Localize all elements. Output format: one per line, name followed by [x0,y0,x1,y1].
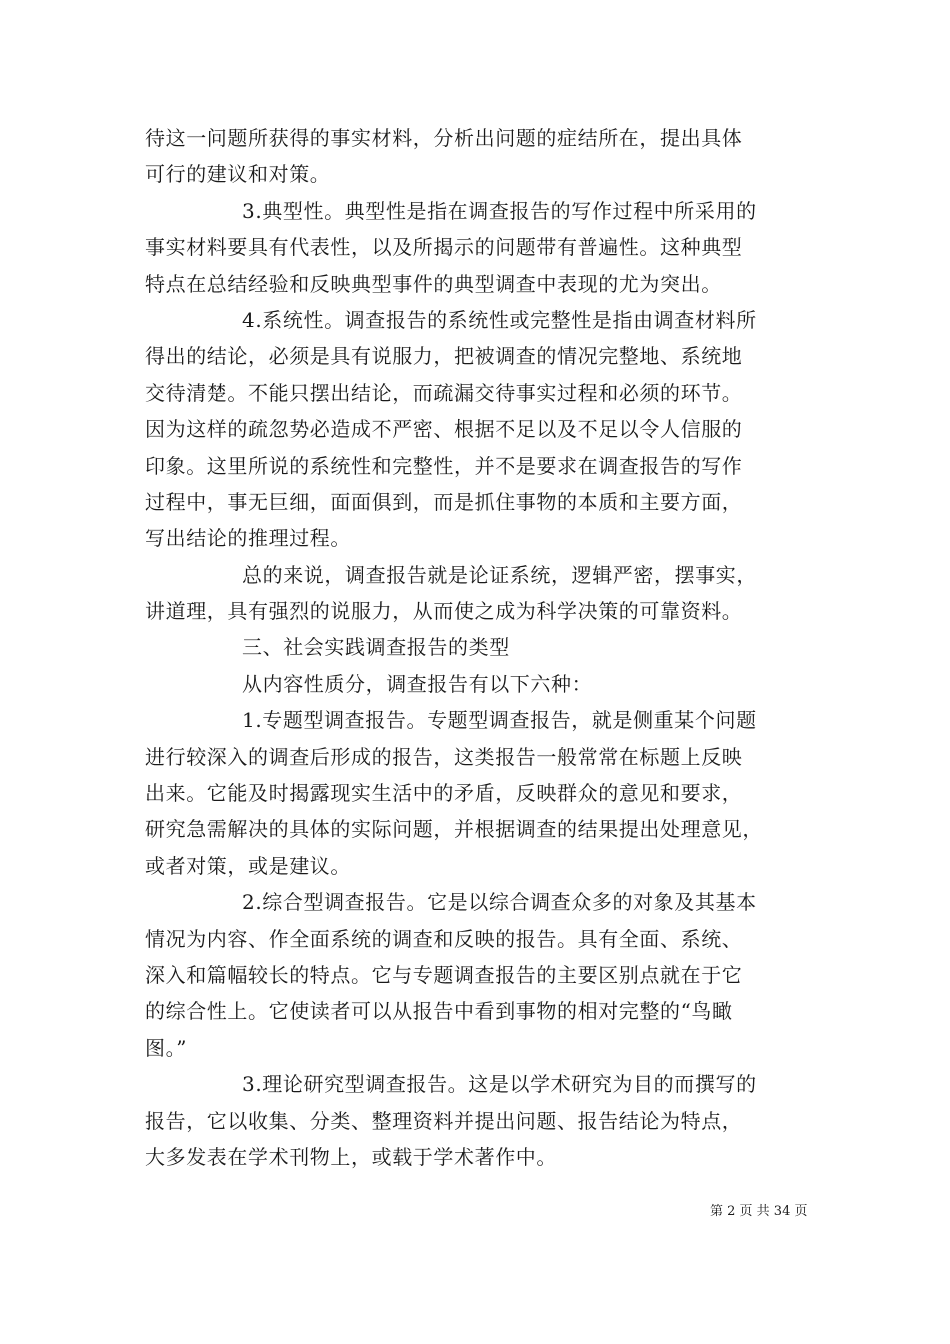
text-line: 印象。这里所说的系统性和完整性，并不是要求在调查报告的写作 [145,453,743,478]
text-line: 事实材料要具有代表性，以及所揭示的问题带有普遍性。这种典型 [145,235,743,260]
text-line: 图。” [145,1035,188,1060]
text-line: 或者对策，或是建议。 [145,853,351,878]
text-line: 报告，它以收集、分类、整理资料并提出问题、报告结论为特点， [145,1108,743,1133]
text-line: 深入和篇幅较长的特点。它与专题调查报告的主要区别点就在于它 [145,962,743,987]
text-line: 写出结论的推理过程。 [145,526,351,551]
text-line: 情况为内容、作全面系统的调查和反映的报告。具有全面、系统、 [145,926,743,951]
text-line: 2.综合型调查报告。它是以综合调查众多的对象及其基本 [242,890,757,915]
text-line: 交待清楚。不能只摆出结论，而疏漏交待事实过程和必须的环节。 [145,380,743,405]
text-line: 3.典型性。典型性是指在调查报告的写作过程中所采用的 [242,198,757,223]
text-line: 1.专题型调查报告。专题型调查报告，就是侧重某个问题 [242,708,757,733]
text-line: 因为这样的疏忽势必造成不严密、根据不足以及不足以令人信服的 [145,417,743,442]
text-line: 出来。它能及时揭露现实生活中的矛盾，反映群众的意见和要求， [145,781,743,806]
text-line: 总的来说，调查报告就是论证系统，逻辑严密，摆事实， [242,562,757,587]
text-line: 研究急需解决的具体的实际问题，并根据调查的结果提出处理意见， [145,817,763,842]
section-heading: 三、社会实践调查报告的类型 [242,635,510,660]
text-line: 的综合性上。它使读者可以从报告中看到事物的相对完整的“鸟瞰 [145,999,733,1024]
text-line: 3.理论研究型调查报告。这是以学术研究为目的而撰写的 [242,1072,757,1097]
text-line: 讲道理，具有强烈的说服力，从而使之成为科学决策的可靠资料。 [145,599,743,624]
text-line: 从内容性质分，调查报告有以下六种： [242,671,593,696]
text-line: 特点在总结经验和反映典型事件的典型调查中表现的尤为突出。 [145,271,722,296]
page-number-footer: 第 2 页 共 34 页 [710,1204,808,1219]
text-line: 可行的建议和对策。 [145,162,331,187]
body-text [145,120,820,1175]
text-line: 待这一问题所获得的事实材料，分析出问题的症结所在，提出具体 [145,126,743,150]
text-line: 进行较深入的调查后形成的报告，这类报告一般常常在标题上反映 [145,744,743,769]
text-line: 得出的结论，必须是具有说服力，把被调查的情况完整地、系统地 [145,344,743,369]
text-line: 4.系统性。调查报告的系统性或完整性是指由调查材料所 [242,307,757,332]
text-line: 过程中，事无巨细，面面俱到，而是抓住事物的本质和主要方面， [145,489,743,514]
text-line: 大多发表在学术刊物上，或载于学术著作中。 [145,1144,557,1169]
